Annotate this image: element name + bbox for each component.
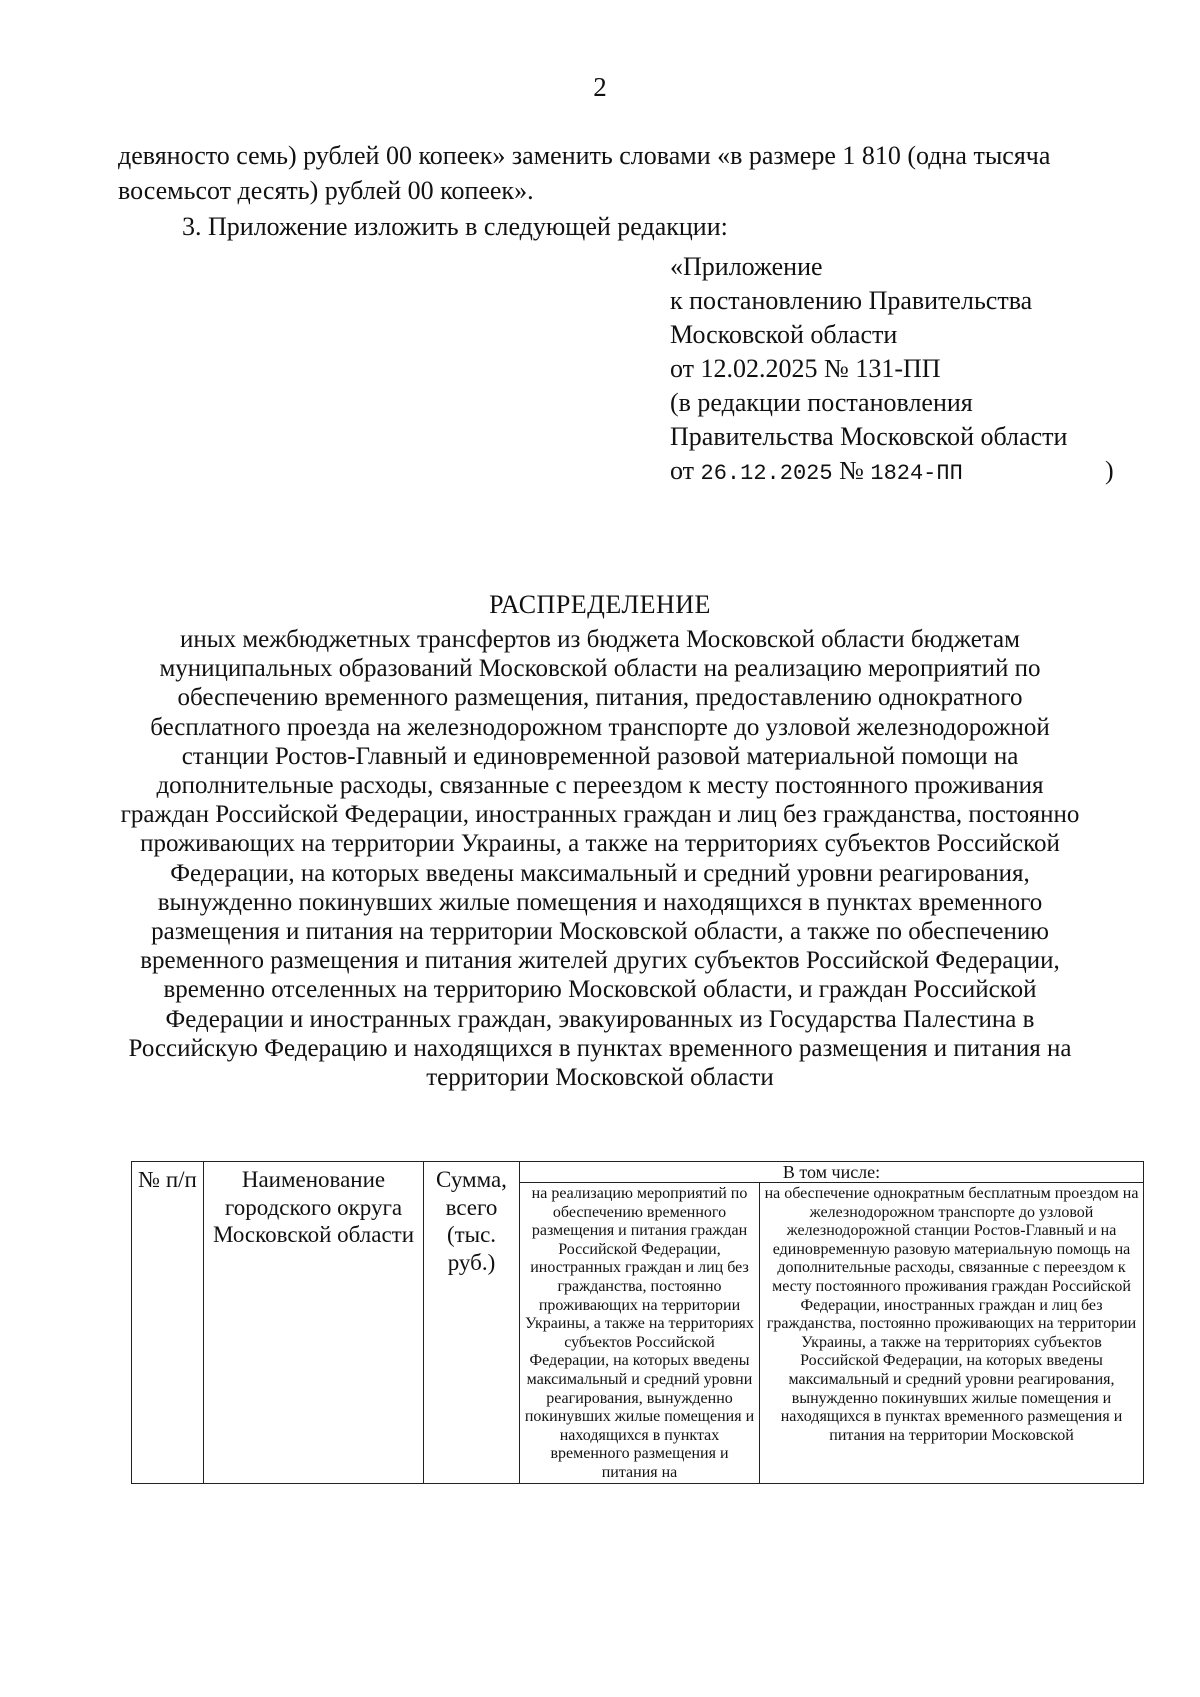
document-subtitle: иных межбюджетных трансфертов из бюджета Московской области бюджетам муниципальных образований Московской области на реализацию мероприятий по обеспечению временного размещения, питания, предоставлению однократного бесплатного проезда на железнодорожном транспорте до узловой железнодорожной станции Ростов-Главный и единовременной разовой материальной помощи на дополнительные расходы, связанные с переездом к месту постоянного проживания граждан Российской Федерации, иностранных граждан и лиц без гражданства, постоянно проживающих на территории Украины, а также на территориях субъектов Российской Федерации, на которых введены максимальный и средний уровни реагирования, вынужденно покинувших жилые помещения и находящихся в пунктах временного размещения и питания на территории Московской области, а также по обеспечению временного размещения и питания жителей других субъектов Российской Федерации, временно отселенных на территорию Московской области, и граждан Российской Федерации и иностранных граждан, эвакуированных из Государства Палестина в Российскую Федерацию и находящихся в пунктах временного размещения и питания на территории Московской области <box>120 626 1080 1092</box>
appendix-number: 1824-ПП <box>870 461 963 486</box>
document-title: РАСПРЕДЕЛЕНИЕ <box>489 590 711 619</box>
appendix-date-line <box>670 454 1140 491</box>
body-line-2: восемьсот десять) рублей 00 копеек». <box>118 176 534 205</box>
header-accommodation-funds: на реализацию мероприятий по обеспечению временного размещения и питания граждан Российской Федерации, иностранных граждан и лиц без гражданства, постоянно проживающих на территории Украины, а также на территориях субъектов Российской Федерации, на которых введены максимальный и средний уровни реагирования, вынужденно покинувших жилые помещения и находящихся в пунктах временного размещения и питания на <box>520 1183 760 1484</box>
appendix-date: 26.12.2025 <box>700 461 833 486</box>
appendix-header <box>670 250 1140 491</box>
appendix-line-6: Правительства Московской области <box>670 422 1068 451</box>
appendix-line-2: к постановлению Правительства <box>670 286 1033 315</box>
appendix-line-1: «Приложение <box>670 252 823 281</box>
appendix-number-sign: № <box>839 456 864 485</box>
header-travel-aid-funds: на обеспечение однократным бесплатным проездом на железнодорожном транспорте до узловой железнодорожной станции Ростов-Главный и на единовременную разовую материальную помощь на дополнительные расходы, связанные с переездом к месту постоянного проживания граждан Российской Федерации, иностранных граждан и лиц без гражданства, постоянно проживающих на территории Украины, а также на территориях субъектов Российской Федерации, на которых введены максимальный и средний уровни реагирования, вынужденно покинувших жилые помещения и находящихся в пунктах временного размещения и питания на территории Московской <box>760 1183 1144 1484</box>
page-number: 2 <box>593 72 607 102</box>
appendix-line-4: от 12.02.2025 № 131-ПП <box>670 354 941 383</box>
item-3-paragraph: 3. Приложение изложить в следующей редакции: <box>182 212 728 241</box>
appendix-date-prefix: от <box>670 456 695 485</box>
header-including: В том числе: <box>520 1162 1144 1183</box>
appendix-line-3: Московской области <box>670 320 898 349</box>
header-number: № п/п <box>132 1162 204 1484</box>
table-header-row-1 <box>132 1162 1144 1183</box>
appendix-close-paren: ) <box>1105 456 1114 485</box>
header-total-sum: Сумма, всего (тыс. руб.) <box>424 1162 520 1484</box>
appendix-line-5: (в редакции постановления <box>670 388 973 417</box>
distribution-table <box>131 1161 1144 1484</box>
header-municipality-name: Наименование городского округа Московской области <box>204 1162 424 1484</box>
body-line-1: девяносто семь) рублей 00 копеек» заменить словами «в размере 1 810 (одна тысяча <box>118 141 1051 170</box>
